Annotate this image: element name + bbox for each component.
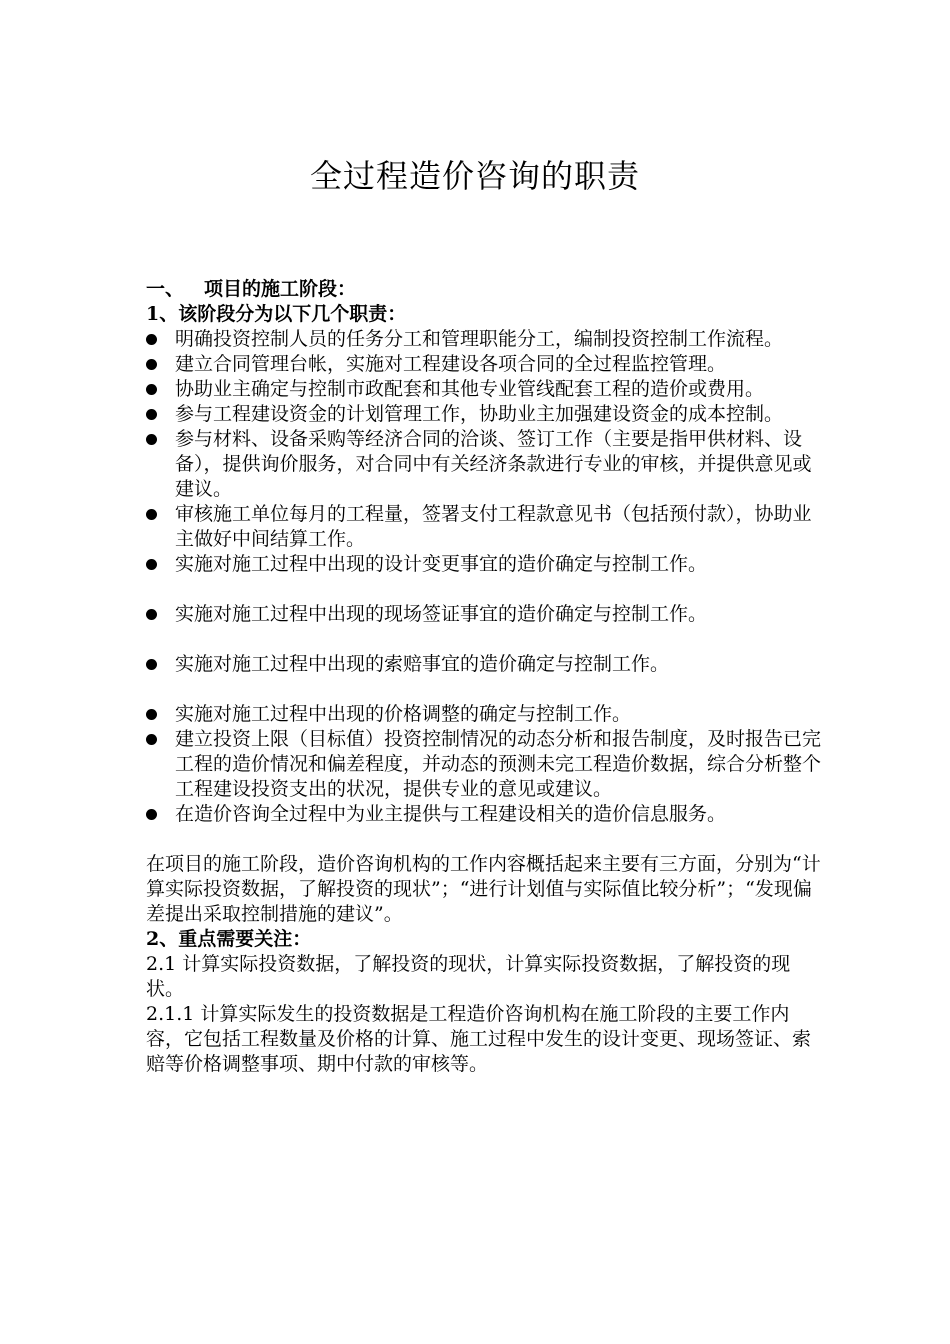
section-title: 项目的施工阶段： <box>204 278 357 300</box>
bullet-icon <box>146 359 157 370</box>
bullet-icon <box>146 334 157 345</box>
document-body <box>146 277 822 1077</box>
bullet-icon <box>146 409 157 420</box>
list-item <box>146 427 822 502</box>
bullet-icon <box>146 659 157 670</box>
list-item-text: 参与材料、设备采购等经济合同的洽谈、签订工作（主要是指甲供材料、设备），提供询价服务，对合同中有关经济条款进行专业的审核，并提供意见或建议。 <box>175 428 812 500</box>
list-item-text: 参与工程建设资金的计划管理工作，协助业主加强建设资金的成本控制。 <box>175 403 784 425</box>
bullet-icon <box>146 509 157 520</box>
list-item <box>146 552 822 577</box>
section-heading <box>146 277 822 302</box>
bullet-icon <box>146 384 157 395</box>
bullet-icon <box>146 434 157 445</box>
list-item-text: 审核施工单位每月的工程量，签署支付工程款意见书（包括预付款），协助业主做好中间结算工作。 <box>175 503 812 550</box>
subsection-heading-1: 1、该阶段分为以下几个职责： <box>146 303 407 325</box>
list-item <box>146 727 822 802</box>
list-item <box>146 802 822 827</box>
bullet-icon <box>146 809 157 820</box>
duty-list <box>146 327 822 827</box>
list-item <box>146 652 822 677</box>
list-item <box>146 502 822 552</box>
list-item <box>146 327 822 352</box>
list-item-text: 实施对施工过程中出现的现场签证事宜的造价确定与控制工作。 <box>175 603 708 625</box>
document-title: 全过程造价咨询的职责 <box>309 157 640 195</box>
list-item <box>146 702 822 727</box>
list-item-text: 实施对施工过程中出现的设计变更事宜的造价确定与控制工作。 <box>175 553 708 575</box>
bullet-icon <box>146 709 157 720</box>
list-item <box>146 352 822 377</box>
list-item-text: 建立合同管理台帐，实施对工程建设各项合同的全过程监控管理。 <box>175 353 727 375</box>
subsection-heading-2: 2、重点需要关注： <box>146 928 312 950</box>
section-number: 一、 <box>146 278 185 300</box>
list-item-text: 在造价咨询全过程中为业主提供与工程建设相关的造价信息服务。 <box>175 803 727 825</box>
list-item-text: 实施对施工过程中出现的索赔事宜的造价确定与控制工作。 <box>175 653 670 675</box>
bullet-icon <box>146 609 157 620</box>
list-item-text: 建立投资上限（目标值）投资控制情况的动态分析和报告制度，及时报告已完工程的造价情况和偏差程度，并动态的预测未完工程造价数据，综合分析整个工程建设投资支出的状况，提供专业的意见或建议。 <box>175 728 822 800</box>
list-item <box>146 602 822 627</box>
list-item-text: 协助业主确定与控制市政配套和其他专业管线配套工程的造价或费用。 <box>175 378 765 400</box>
summary-paragraph: 在项目的施工阶段，造价咨询机构的工作内容概括起来主要有三方面，分别为“计算实际投资数据，了解投资的现状”；“进行计划值与实际值比较分析”；“发现偏差提出采取控制措施的建议”。 <box>146 853 821 925</box>
paragraph-2-1-1: 2.1.1 计算实际发生的投资数据是工程造价咨询机构在施工阶段的主要工作内容，它包括工程数量及价格的计算、施工过程中发生的设计变更、现场签证、索赔等价格调整事项、期中付款的审核等。 <box>146 1003 812 1075</box>
list-item-text: 明确投资控制人员的任务分工和管理职能分工，编制投资控制工作流程。 <box>175 328 784 350</box>
list-item <box>146 377 822 402</box>
list-item-text: 实施对施工过程中出现的价格调整的确定与控制工作。 <box>175 703 632 725</box>
paragraph-2-1: 2.1 计算实际投资数据，了解投资的现状，计算实际投资数据，了解投资的现状。 <box>146 953 791 1000</box>
list-item <box>146 402 822 427</box>
bullet-icon <box>146 734 157 745</box>
bullet-icon <box>146 559 157 570</box>
